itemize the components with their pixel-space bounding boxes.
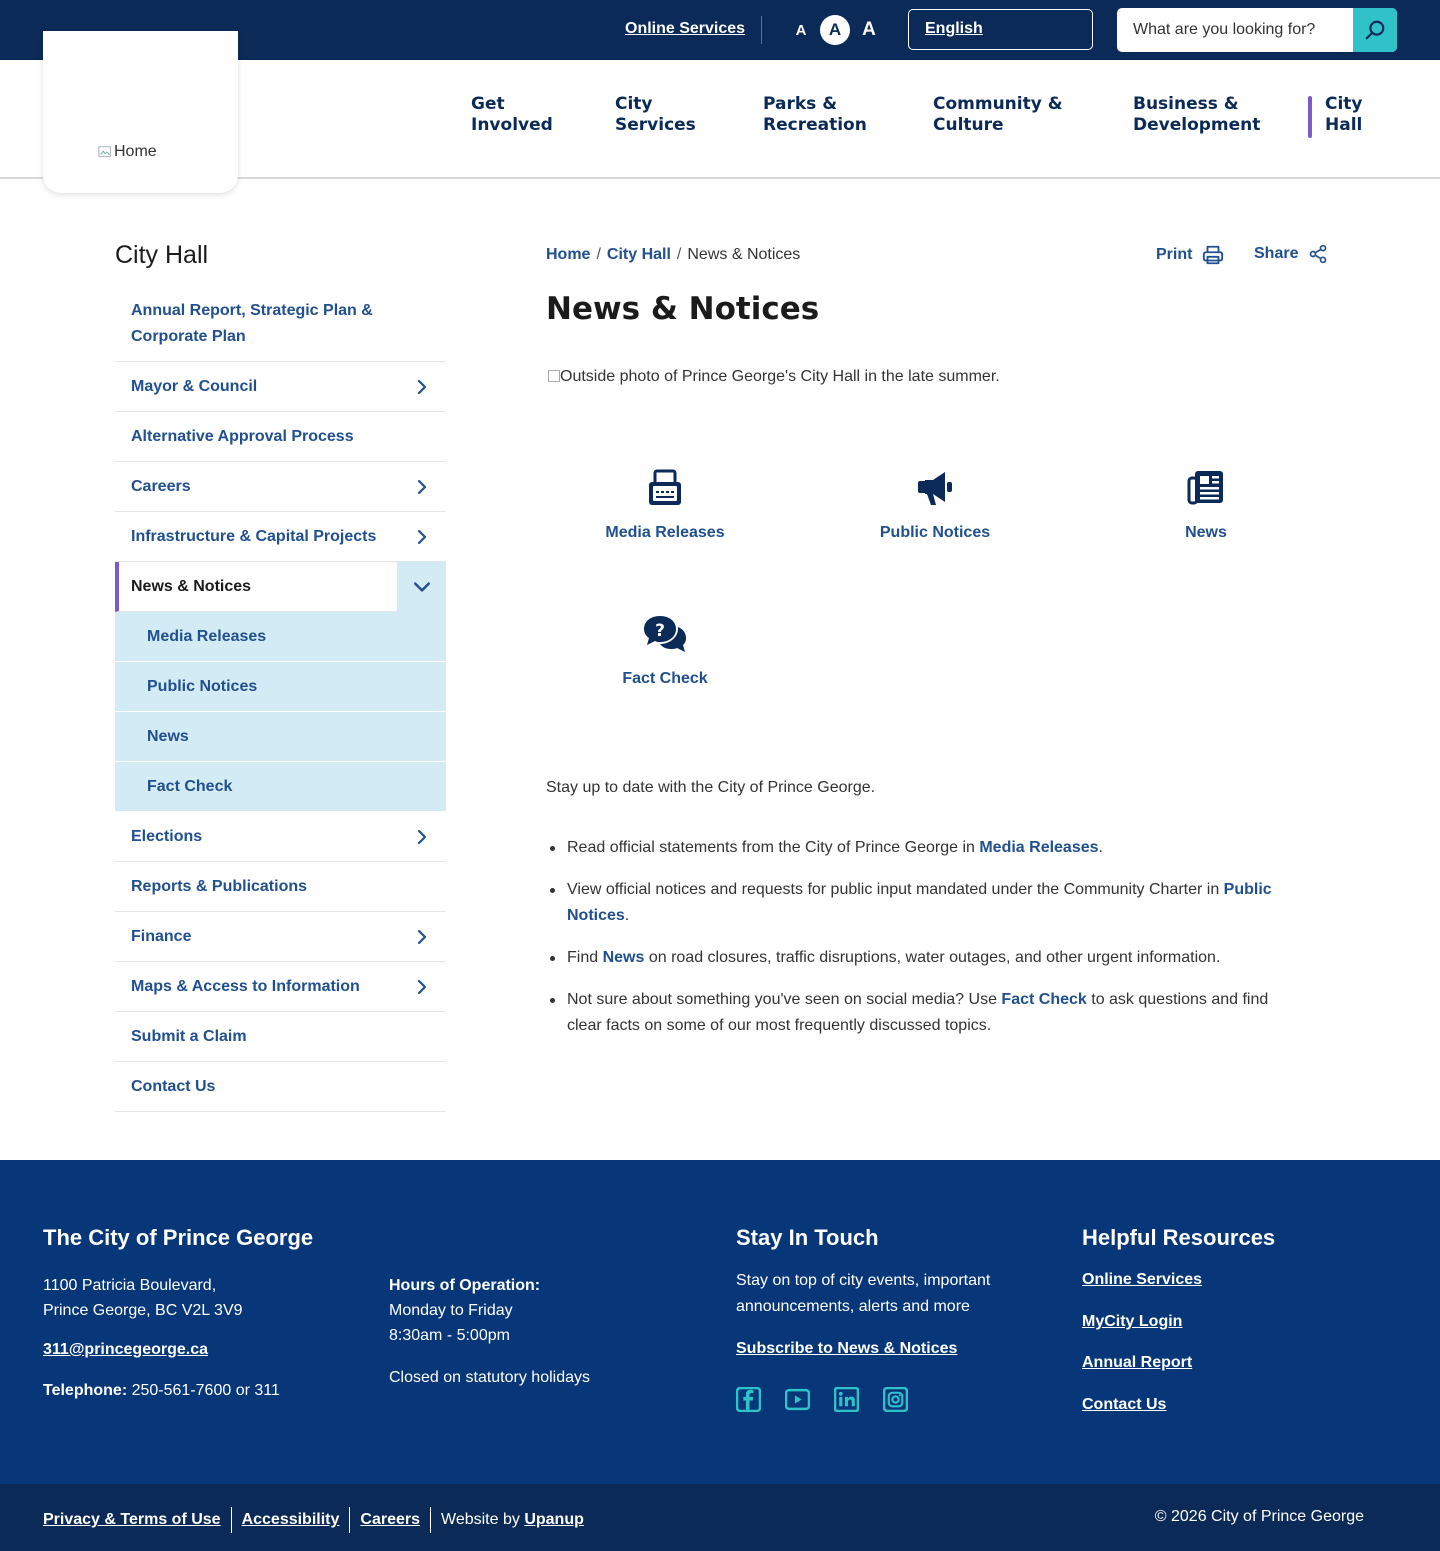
nav-label: Culture xyxy=(933,115,1004,135)
sidebar-subitem-media-releases[interactable]: Media Releases xyxy=(115,612,446,662)
newspaper-icon xyxy=(1086,468,1326,508)
sidebar-item-submit-claim[interactable] xyxy=(115,1012,446,1062)
footer-email-wrap xyxy=(43,1337,208,1362)
print-button[interactable] xyxy=(1156,244,1224,266)
linkedin-icon[interactable] xyxy=(834,1387,859,1412)
sidebar-item-infrastructure[interactable] xyxy=(115,512,446,562)
intro-text: Stay up to date with the City of Prince George. xyxy=(546,779,876,796)
instagram-icon[interactable] xyxy=(883,1387,908,1412)
nav-label: Services xyxy=(615,115,696,135)
nav-get-involved[interactable] xyxy=(471,94,553,136)
sidebar-item-maps[interactable] xyxy=(115,962,446,1012)
sidebar-item-label: Annual Report, Strategic Plan & Corporate Plan xyxy=(131,301,373,345)
tile-public-notices[interactable] xyxy=(815,468,1055,542)
bullet-text: Not sure about something you've seen on social media? Use xyxy=(567,991,1002,1008)
legal-links xyxy=(43,1507,584,1533)
privacy-terms-link[interactable]: Privacy & Terms of Use xyxy=(43,1511,221,1528)
broken-image-icon xyxy=(98,145,112,159)
page-title: News & Notices xyxy=(546,291,820,327)
address-line: 1100 Patricia Boulevard, xyxy=(43,1277,217,1294)
fact-check-link[interactable]: Fact Check xyxy=(1001,991,1087,1008)
sidebar-nav xyxy=(115,286,446,1112)
bullet-text: . xyxy=(624,907,630,924)
breadcrumb-city-hall[interactable]: City Hall xyxy=(606,246,671,263)
nav-city-services[interactable] xyxy=(615,94,696,136)
divider xyxy=(430,1507,431,1533)
sidebar-title: City Hall xyxy=(115,241,209,269)
online-services-link[interactable]: Online Services xyxy=(625,20,746,37)
font-size-medium-button[interactable]: A xyxy=(820,15,850,45)
footer-email-link[interactable]: 311@princegeorge.ca xyxy=(43,1341,209,1358)
facebook-icon[interactable] xyxy=(736,1387,761,1412)
sidebar-item-elections[interactable] xyxy=(115,812,446,862)
bullet-text: . xyxy=(1098,839,1103,856)
megaphone-icon xyxy=(815,468,1055,508)
sidebar-item-annual-report[interactable] xyxy=(115,286,446,362)
nav-label: Parks & xyxy=(763,94,838,114)
nav-label: Recreation xyxy=(763,115,867,135)
city-hall-photo xyxy=(548,368,1000,386)
nav-parks-recreation[interactable] xyxy=(763,94,867,136)
sidebar-item-label: News & Notices xyxy=(131,577,252,595)
logo-broken-image xyxy=(98,143,157,161)
chevron-right-icon[interactable] xyxy=(414,829,430,845)
media-releases-link[interactable]: Media Releases xyxy=(979,839,1099,856)
chevron-down-icon xyxy=(413,578,431,596)
breadcrumb-separator: / xyxy=(676,246,682,263)
social-links xyxy=(736,1387,908,1412)
bullet-text: to ask questions and find clear facts on some of our most frequently discussed topics. xyxy=(567,991,1269,1034)
phone-number: 250-561-7600 or 311 xyxy=(131,1382,280,1399)
list-item xyxy=(546,835,1286,861)
tile-news[interactable] xyxy=(1086,468,1326,542)
subscribe-link[interactable]: Subscribe to News & Notices xyxy=(736,1340,958,1357)
list-item xyxy=(546,877,1286,929)
public-notices-link[interactable]: Public Notices xyxy=(567,881,1272,924)
nav-label: Hall xyxy=(1325,115,1363,135)
nav-community-culture[interactable] xyxy=(933,94,1063,136)
breadcrumb xyxy=(546,246,800,264)
sidebar-item-label: Careers xyxy=(131,477,191,495)
tile-fact-check[interactable] xyxy=(545,614,785,688)
copyright: © 2026 City of Prince George xyxy=(1154,1508,1364,1525)
nav-label: City xyxy=(1325,94,1363,114)
nav-label: Community & xyxy=(933,94,1063,114)
hours-note: Closed on statutory holidays xyxy=(389,1369,590,1386)
image-alt-text: Outside photo of Prince George's City Hall in the late summer. xyxy=(560,368,1000,385)
tile-media-releases[interactable] xyxy=(545,468,785,542)
nav-label: City xyxy=(615,94,653,114)
sidebar-subitem-news[interactable]: News xyxy=(115,712,446,762)
resource-mycity-login-link[interactable]: MyCity Login xyxy=(1082,1313,1183,1330)
address-line: Prince George, BC V2L 3V9 xyxy=(43,1302,243,1319)
bullet-text: Find xyxy=(567,949,603,966)
agency-link[interactable]: Upanup xyxy=(524,1511,584,1528)
question-chat-icon xyxy=(545,614,785,654)
chevron-right-icon[interactable] xyxy=(414,529,430,545)
youtube-icon[interactable] xyxy=(785,1387,810,1412)
sidebar-item-label: Submit a Claim xyxy=(131,1027,247,1045)
nav-business-development[interactable] xyxy=(1133,94,1260,136)
chevron-right-icon[interactable] xyxy=(414,479,430,495)
search-icon xyxy=(1364,19,1386,41)
careers-link[interactable]: Careers xyxy=(360,1511,420,1528)
sidebar-item-label: Reports & Publications xyxy=(131,877,308,895)
sidebar-item-contact-us[interactable] xyxy=(115,1062,446,1112)
sidebar-item-finance[interactable] xyxy=(115,912,446,962)
fax-icon xyxy=(545,468,785,508)
sidebar-item-alternative-approval[interactable] xyxy=(115,412,446,462)
footer-resources-title: Helpful Resources xyxy=(1082,1225,1276,1250)
breadcrumb-home[interactable]: Home xyxy=(546,246,591,263)
sidebar-item-label: Infrastructure & Capital Projects xyxy=(131,527,377,545)
svg-text:?: ? xyxy=(655,621,665,641)
breadcrumb-current: News & Notices xyxy=(687,246,801,263)
logo-alt-text: Home xyxy=(114,143,157,160)
footer-stay-in-touch-title: Stay In Touch xyxy=(736,1225,879,1250)
footer-org-title: The City of Prince George xyxy=(43,1225,314,1250)
breadcrumb-separator: / xyxy=(596,246,601,263)
bullet-text: on road closures, traffic disruptions, water outages, and other urgent information. xyxy=(644,949,1221,966)
resource-annual-report-link[interactable]: Annual Report xyxy=(1082,1354,1193,1371)
chevron-right-icon[interactable] xyxy=(414,379,430,395)
sidebar-item-label: Maps & Access to Information xyxy=(131,977,360,995)
nav-label: Involved xyxy=(471,115,553,135)
broken-image-icon xyxy=(548,370,560,382)
tile-label: Fact Check xyxy=(622,670,708,687)
share-icon xyxy=(1308,244,1328,264)
nav-label: Development xyxy=(1133,115,1261,135)
footer-hours xyxy=(389,1273,540,1348)
tile-label: Media Releases xyxy=(605,524,725,541)
resource-contact-us-link[interactable]: Contact Us xyxy=(1082,1396,1167,1413)
news-link[interactable]: News xyxy=(602,949,645,966)
list-item xyxy=(546,987,1286,1039)
share-button[interactable] xyxy=(1254,244,1328,264)
sidebar-item-label: Alternative Approval Process xyxy=(131,427,354,445)
hours-days: Monday to Friday xyxy=(389,1302,513,1319)
share-label: Share xyxy=(1254,245,1299,262)
chevron-right-icon[interactable] xyxy=(414,979,430,995)
sidebar-item-careers[interactable] xyxy=(115,462,446,512)
touch-line: announcements, alerts and more xyxy=(736,1298,970,1315)
bullet-text: Read official statements from the City of Prince George in xyxy=(567,839,980,856)
print-label: Print xyxy=(1156,246,1193,263)
sidebar-item-label: Finance xyxy=(131,927,192,945)
nav-label: Get xyxy=(471,94,505,114)
sub-footer xyxy=(0,1484,1440,1551)
bullet-list xyxy=(546,835,1286,1055)
website-by-text: Website by xyxy=(441,1511,520,1528)
sidebar-item-label: Mayor & Council xyxy=(131,377,258,395)
printer-icon xyxy=(1202,244,1224,266)
phone-label: Telephone: xyxy=(43,1382,128,1399)
nav-label: Business & xyxy=(1133,94,1239,114)
collapse-submenu-button[interactable] xyxy=(397,562,446,612)
font-size-small-button[interactable]: A xyxy=(795,21,807,39)
search-box xyxy=(1117,8,1397,52)
sidebar-subitem-fact-check[interactable]: Fact Check xyxy=(115,762,446,812)
site-footer xyxy=(0,1160,1440,1484)
sidebar-item-label: Contact Us xyxy=(131,1077,216,1095)
footer-phone xyxy=(43,1378,280,1403)
footer-touch-text xyxy=(736,1268,990,1320)
chevron-right-icon[interactable] xyxy=(414,929,430,945)
subscribe-wrap xyxy=(736,1336,957,1361)
sidebar-subitem-public-notices[interactable]: Public Notices xyxy=(115,662,446,712)
hours-time: 8:30am - 5:00pm xyxy=(389,1327,510,1344)
list-item xyxy=(546,945,1286,971)
language-selector[interactable]: English xyxy=(908,9,1093,50)
sidebar-item-mayor-council[interactable] xyxy=(115,362,446,412)
hours-label: Hours of Operation: xyxy=(389,1277,541,1294)
touch-line: Stay on top of city events, important xyxy=(736,1272,991,1289)
active-nav-indicator xyxy=(1308,96,1312,138)
tile-label: Public Notices xyxy=(879,524,991,541)
home-logo-link[interactable] xyxy=(43,31,238,193)
sidebar-item-news-notices[interactable] xyxy=(115,562,446,612)
bullet-text: View official notices and requests for public input mandated under the Community Charter in xyxy=(567,881,1224,898)
resource-online-services-link[interactable]: Online Services xyxy=(1082,1271,1203,1288)
tile-label: News xyxy=(1185,524,1227,541)
accessibility-link[interactable]: Accessibility xyxy=(241,1511,340,1528)
divider xyxy=(231,1507,232,1533)
nav-city-hall[interactable] xyxy=(1325,94,1363,136)
search-input[interactable] xyxy=(1117,8,1353,52)
search-button[interactable] xyxy=(1353,8,1397,52)
font-size-large-button[interactable]: A xyxy=(862,19,876,40)
sidebar-item-reports[interactable] xyxy=(115,862,446,912)
divider xyxy=(349,1507,350,1533)
footer-address xyxy=(43,1273,243,1323)
divider xyxy=(761,16,762,44)
sidebar-item-label: Elections xyxy=(131,827,203,845)
